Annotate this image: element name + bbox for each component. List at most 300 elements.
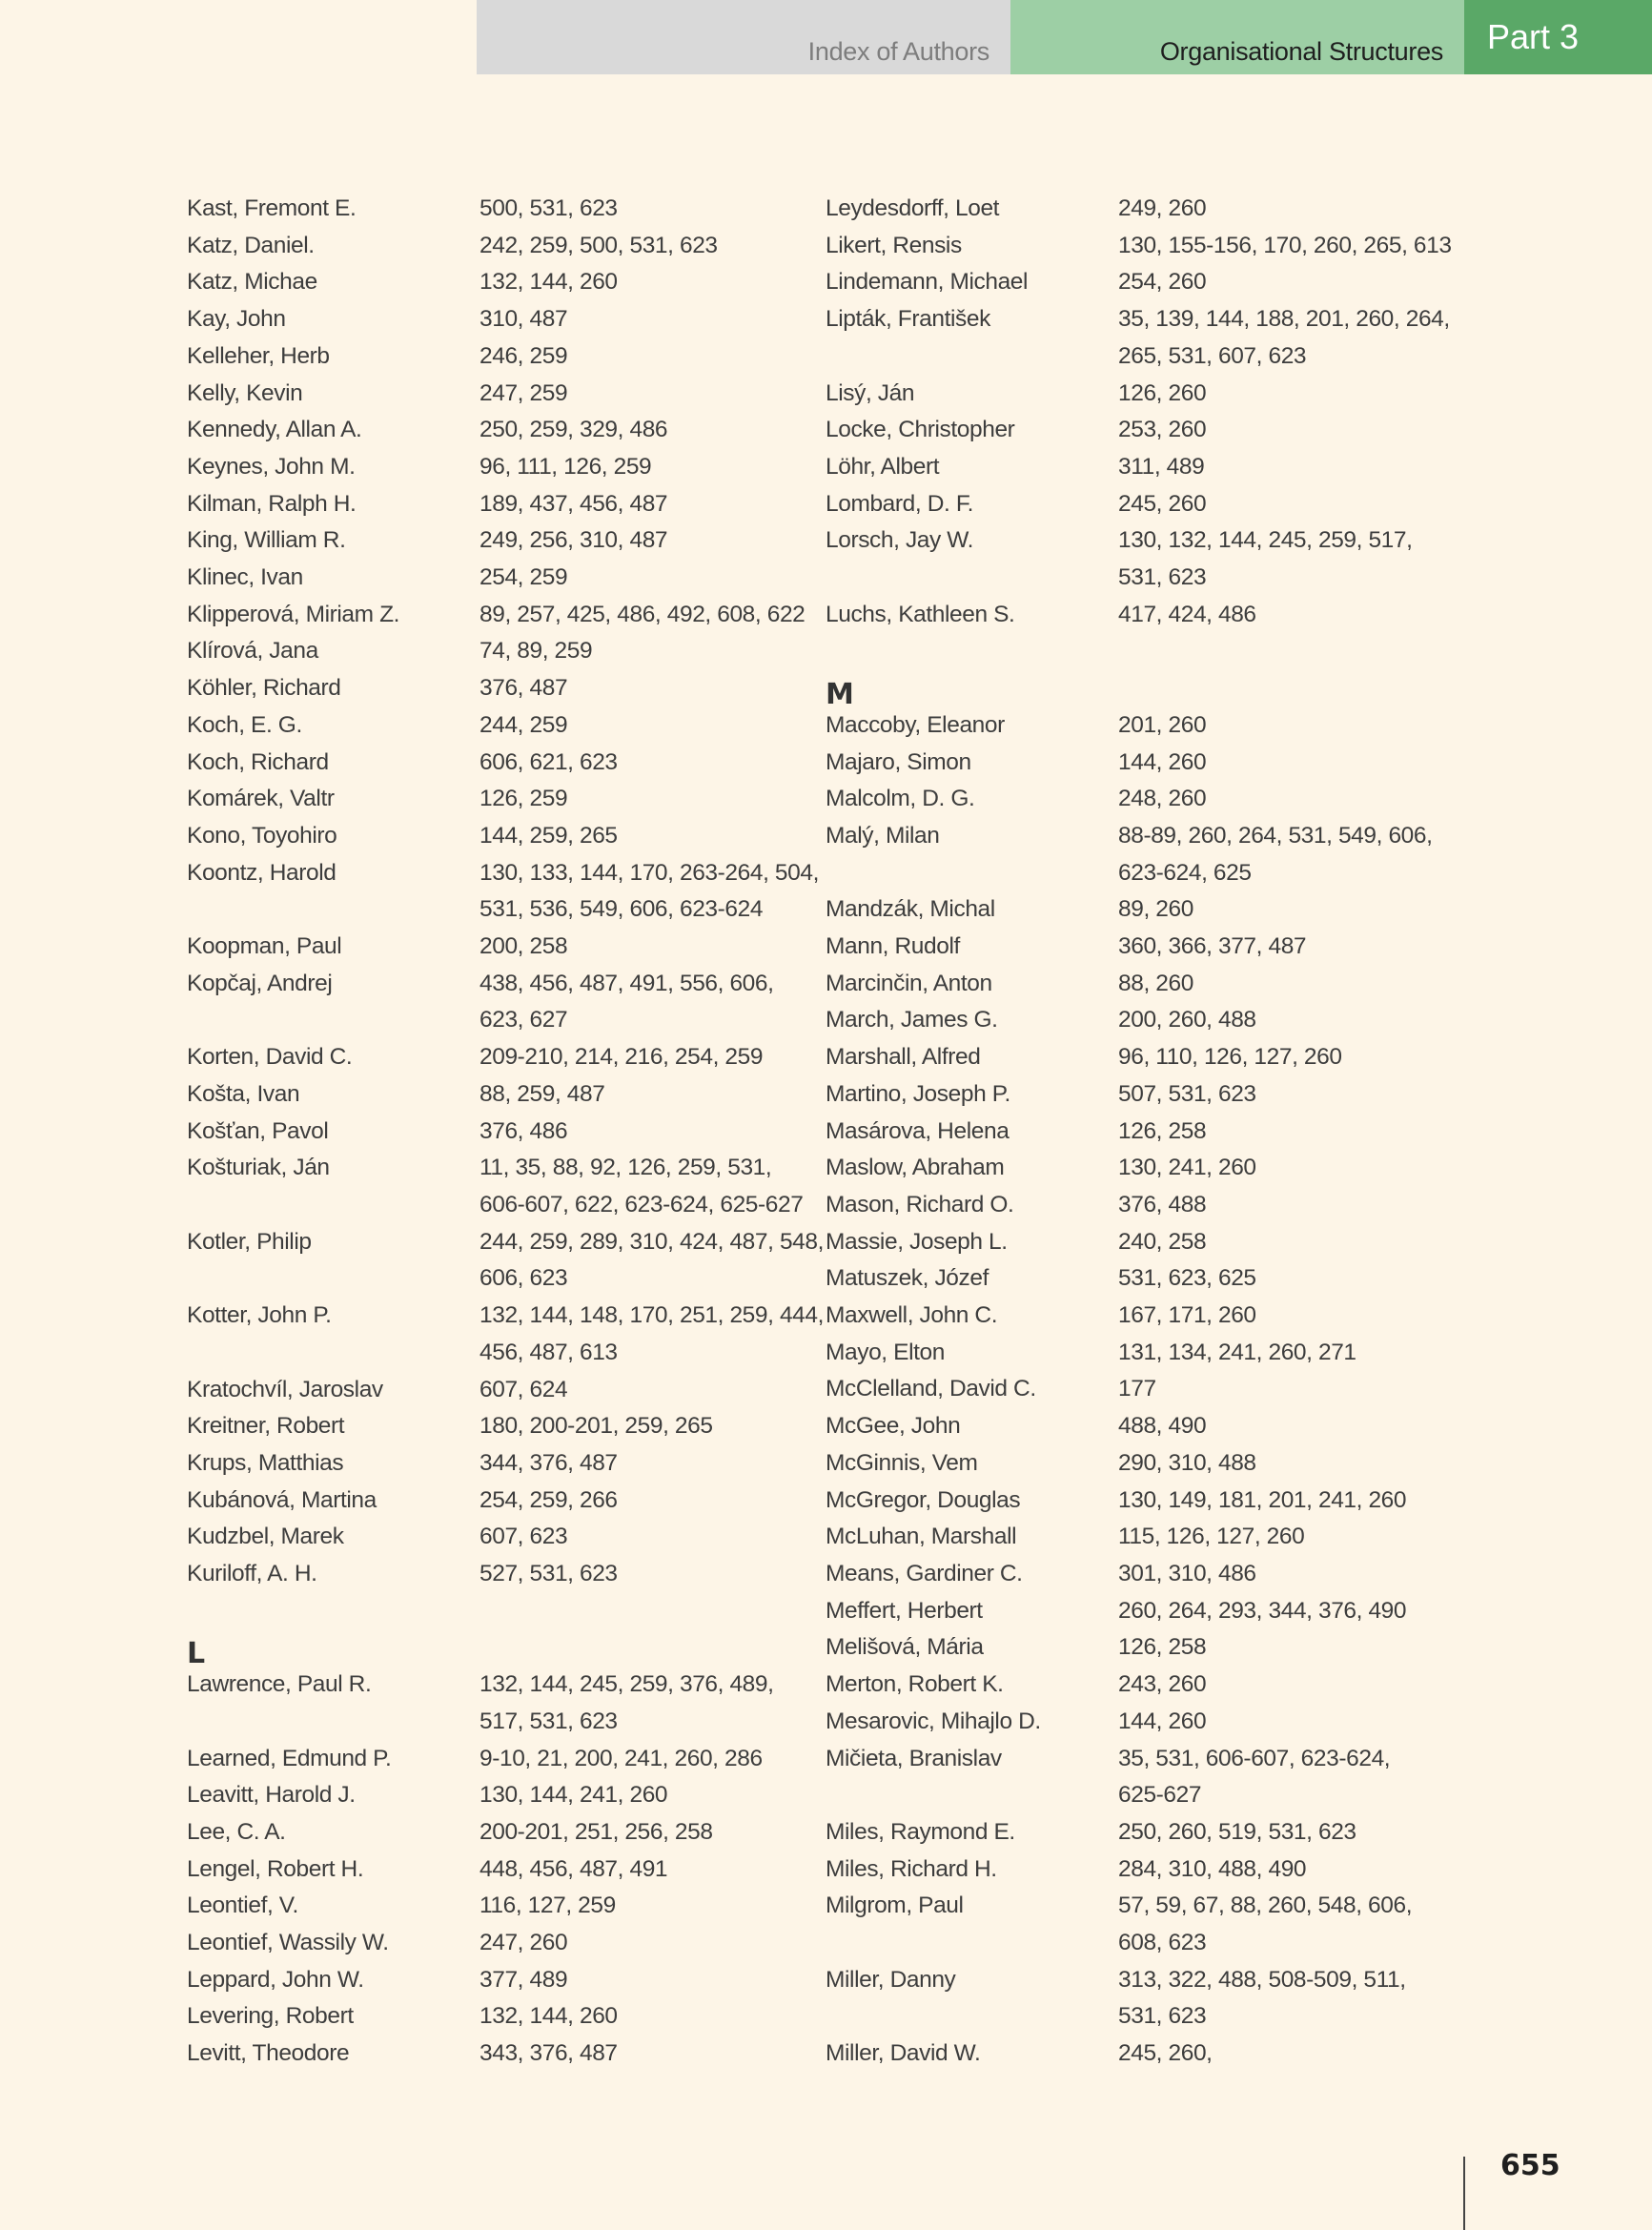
index-entry [826,1519,1474,1556]
page-references: 254, 259, 266 [479,1486,618,1513]
page-references: 260, 264, 293, 344, 376, 490 [1118,1597,1407,1624]
index-entry [826,745,1474,782]
author-name: Löhr, Albert [826,453,940,480]
index-column-left [187,191,835,2073]
index-entry [187,1925,835,1962]
author-name: Kono, Toyohiro [187,822,337,849]
page-references: 507, 531, 623 [1118,1080,1256,1107]
page-references: 126, 258 [1118,1117,1207,1144]
page-references: 376, 488 [1118,1191,1207,1217]
index-entry [826,1483,1474,1520]
index-entry [826,1039,1474,1076]
author-name: Kotler, Philip [187,1228,312,1255]
index-entry [187,301,835,338]
index-entry [187,1519,835,1556]
author-name: Keynes, John M. [187,453,356,480]
index-entry [826,891,1474,929]
footer-divider [1463,2157,1465,2230]
index-entry [826,1114,1474,1151]
page-references: 623-624, 625 [1118,859,1252,886]
author-name: Koontz, Harold [187,859,337,886]
index-entry [826,1814,1474,1852]
page-references: 488, 490 [1118,1413,1207,1440]
author-name: Miller, David W. [826,2040,981,2067]
page-references: 417, 424, 486 [1118,601,1256,627]
page-references: 11, 35, 88, 92, 126, 259, 531, [479,1155,772,1181]
page-number: 655 [1500,2149,1560,2182]
author-name: Maxwell, John C. [826,1302,998,1329]
index-entry-continuation [826,855,1474,892]
index-entry [826,1371,1474,1408]
author-name: Miles, Richard H. [826,1855,997,1882]
page-references: 607, 623 [479,1524,568,1550]
page-references: 254, 259 [479,564,568,591]
page-references: 130, 149, 181, 201, 241, 260 [1118,1486,1407,1513]
author-name: Marshall, Alfred [826,1044,981,1071]
index-entry [187,1408,835,1445]
index-entry [826,966,1474,1003]
index-column-right [826,191,1474,2073]
page-references: 126, 258 [1118,1634,1207,1661]
page-references: 253, 260 [1118,417,1207,443]
author-name: Lawrence, Paul R. [187,1671,372,1698]
index-entry [187,1998,835,2036]
page-references: 623, 627 [479,1007,568,1033]
index-entry-continuation [187,1002,835,1039]
index-entry [826,1335,1474,1372]
page-references: 244, 259 [479,711,568,738]
index-entry-continuation [826,560,1474,597]
author-name: Košta, Ivan [187,1080,300,1107]
author-name: Köhler, Richard [187,675,341,702]
index-entry [187,264,835,301]
index-entry-continuation [826,338,1474,376]
author-name-blank [187,1704,479,1741]
author-name-blank [187,1335,479,1372]
author-name: Mann, Rudolf [826,933,960,960]
page-references: 608, 623 [1118,1930,1207,1956]
index-entry [826,1076,1474,1114]
author-name: Marcinčin, Anton [826,970,992,996]
index-entry [187,1777,835,1814]
page-references: 126, 260 [1118,379,1207,406]
author-name: Klírová, Jana [187,638,318,665]
page-references: 360, 366, 377, 487 [1118,933,1307,960]
index-entry [826,1888,1474,1925]
index-entry [187,818,835,855]
page-references: 200, 260, 488 [1118,1007,1256,1033]
index-entry [187,1224,835,1261]
page-references: 247, 260 [479,1930,568,1956]
index-entry [826,1002,1474,1039]
page-references: 531, 623 [1118,2003,1207,2030]
index-entry [826,486,1474,523]
page-references: 189, 437, 456, 487 [479,490,668,517]
author-name: Leontief, V. [187,1892,298,1919]
index-entry-continuation [187,891,835,929]
author-name: Komárek, Valtr [187,786,335,812]
author-name: Kopčaj, Andrej [187,970,333,996]
author-name: Lipták, František [826,306,990,333]
author-name: Luchs, Kathleen S. [826,601,1015,627]
page-references: 130, 241, 260 [1118,1155,1256,1181]
index-entry [826,264,1474,301]
author-name: Korten, David C. [187,1044,353,1071]
author-name: Kotter, John P. [187,1302,332,1329]
page-references: 456, 487, 613 [479,1339,618,1365]
author-name: Lengel, Robert H. [187,1855,364,1882]
author-name: Locke, Christopher [826,417,1015,443]
author-name: Lindemann, Michael [826,269,1029,296]
index-entry [187,1852,835,1889]
author-name: Mesarovic, Mihajlo D. [826,1708,1041,1734]
page-references: 245, 260, [1118,2040,1213,2067]
page-references: 517, 531, 623 [479,1708,618,1734]
author-name: Kratochvíl, Jaroslav [187,1376,383,1402]
author-name: Katz, Michae [187,269,317,296]
index-entry [187,1372,835,1409]
page-references: 132, 144, 148, 170, 251, 259, 444, [479,1302,825,1329]
author-name: McGinnis, Vem [826,1449,978,1476]
index-entry [187,338,835,376]
page-references: 88, 260 [1118,970,1193,996]
index-entry [826,1704,1474,1741]
index-entry [826,1556,1474,1593]
author-name: Miller, Danny [826,1966,956,1993]
page-references: 88, 259, 487 [479,1080,605,1107]
page-references: 115, 126, 127, 260 [1118,1524,1305,1550]
author-name: McGee, John [826,1413,961,1440]
page-references: 177 [1118,1376,1156,1402]
author-name: Leavitt, Harold J. [187,1782,356,1809]
index-entry [826,2036,1474,2073]
index-entry [187,1445,835,1483]
author-name-blank [187,1002,479,1039]
page-references: 344, 376, 487 [479,1449,618,1476]
author-name-blank [187,891,479,929]
page-references: 74, 89, 259 [479,638,593,665]
page-references: 247, 259 [479,379,568,406]
section-tab [477,0,1010,74]
author-name-blank [826,560,1118,597]
part-tab [1464,0,1652,74]
index-entry-continuation [187,1260,835,1298]
author-name: Koch, Richard [187,748,329,775]
page-references: 132, 144, 260 [479,2003,618,2030]
author-name: Malcolm, D. G. [826,786,975,812]
page-references: 209-210, 214, 216, 254, 259 [479,1044,764,1071]
page-references: 167, 171, 260 [1118,1302,1256,1329]
index-entry [826,818,1474,855]
index-entry-continuation [826,1777,1474,1814]
page-references: 625-627 [1118,1782,1202,1809]
page-references: 201, 260 [1118,711,1207,738]
author-name: Kubánová, Martina [187,1486,377,1513]
page-references: 244, 259, 289, 310, 424, 487, 548, [479,1228,825,1255]
author-name-blank [826,338,1118,376]
author-name: Maslow, Abraham [826,1155,1005,1181]
page-references: 130, 144, 241, 260 [479,1782,668,1809]
author-name: Kudzbel, Marek [187,1524,344,1550]
author-name: Kast, Fremont E. [187,195,357,221]
author-name: Martino, Joseph P. [826,1080,1010,1107]
index-entry [187,670,835,707]
author-name: Kuriloff, A. H. [187,1561,317,1587]
author-name: Massie, Joseph L. [826,1228,1008,1255]
page-references: 240, 258 [1118,1228,1207,1255]
page-references: 607, 624 [479,1376,568,1402]
author-name: Milgrom, Paul [826,1892,964,1919]
page-references: 606, 621, 623 [479,748,618,775]
author-name: Kilman, Ralph H. [187,490,357,517]
author-name: Mičieta, Branislav [826,1745,1002,1771]
index-entry [826,929,1474,966]
index-entry [826,376,1474,413]
author-name: King, William R. [187,527,346,554]
page-references: 35, 531, 606-607, 623-624, [1118,1745,1391,1771]
index-entry [187,745,835,782]
index-entry [187,707,835,745]
author-name: Košturiak, Ján [187,1155,330,1181]
page-references: 249, 256, 310, 487 [479,527,668,554]
author-name: Lorsch, Jay W. [826,527,974,554]
index-entry [187,191,835,228]
page-references: 132, 144, 260 [479,269,618,296]
author-name: McGregor, Douglas [826,1486,1021,1513]
index-entry [826,522,1474,560]
page-references: 96, 111, 126, 259 [479,453,652,480]
page-references: 130, 132, 144, 245, 259, 517, [1118,527,1413,554]
index-entry [187,1962,835,1999]
author-name: Melišová, Mária [826,1634,984,1661]
index-entry [826,781,1474,818]
index-entry [187,449,835,486]
page-references: 200-201, 251, 256, 258 [479,1818,713,1845]
page-references: 180, 200-201, 259, 265 [479,1413,713,1440]
author-name: McClelland, David C. [826,1376,1036,1402]
index-entry [187,1114,835,1151]
author-name: Levitt, Theodore [187,2040,350,2067]
index-entry [187,1741,835,1778]
author-name: Koch, E. G. [187,711,302,738]
author-name: Levering, Robert [187,2003,354,2030]
author-name: Majaro, Simon [826,748,971,775]
letter-heading: M [826,678,854,712]
page-references: 254, 260 [1118,269,1207,296]
index-entry [826,1150,1474,1187]
author-name: Kelly, Kevin [187,379,303,406]
index-entry [187,1556,835,1593]
index-entry [187,522,835,560]
page-references: 144, 260 [1118,748,1207,775]
page-references: 130, 155-156, 170, 260, 265, 613 [1118,232,1452,258]
index-entry [187,1298,835,1335]
index-entry [187,228,835,265]
page-references: 311, 489 [1118,453,1205,480]
index-entry [187,486,835,523]
index-entry [187,929,835,966]
part-label: Part 3 [1487,17,1580,56]
author-name: Mason, Richard O. [826,1191,1014,1217]
page-references: 144, 260 [1118,1708,1207,1734]
index-entry [826,707,1474,745]
page-references: 376, 487 [479,675,568,702]
author-name: Means, Gardiner C. [826,1560,1023,1586]
index-entry [187,376,835,413]
page-references: 89, 257, 425, 486, 492, 608, 622 [479,601,806,627]
author-name: McLuhan, Marshall [826,1524,1017,1550]
author-name: Kennedy, Allan A. [187,417,362,443]
author-name-blank [187,1260,479,1298]
page-references: 131, 134, 241, 260, 271 [1118,1339,1356,1365]
author-name: Lisý, Ján [826,379,915,406]
author-name: Lombard, D. F. [826,490,974,517]
page-references: 242, 259, 500, 531, 623 [479,232,718,258]
author-name: Kelleher, Herb [187,342,330,369]
author-name: Leydesdorff, Loet [826,195,1000,221]
page-references: 250, 260, 519, 531, 623 [1118,1818,1356,1845]
page-references: 301, 310, 486 [1118,1560,1256,1586]
index-entry [826,191,1474,228]
letter-heading: L [187,1637,206,1671]
page-references: 376, 486 [479,1117,568,1144]
author-name: March, James G. [826,1007,998,1033]
index-entry [826,1962,1474,1999]
index-entry [187,2036,835,2073]
page-references: 377, 489 [479,1966,568,1993]
page-references: 245, 260 [1118,490,1207,517]
page-references: 531, 536, 549, 606, 623-624 [479,896,764,923]
page-references: 116, 127, 259 [479,1892,616,1919]
index-entry [826,1298,1474,1335]
page-references: 310, 487 [479,306,568,333]
page-references: 290, 310, 488 [1118,1449,1256,1476]
index-entry [826,1741,1474,1778]
author-name: Kay, John [187,306,286,333]
author-name-blank [187,1187,479,1224]
author-name: Lee, C. A. [187,1818,286,1845]
author-name-blank [826,1925,1118,1962]
author-name: Meffert, Herbert [826,1597,983,1624]
index-entry [826,597,1474,634]
index-entry [826,1667,1474,1704]
index-entry [826,1260,1474,1298]
page-references: 500, 531, 623 [479,195,618,221]
author-name: Krups, Matthias [187,1449,344,1476]
index-entry-continuation [826,1925,1474,1962]
index-entry [187,781,835,818]
index-entry [187,412,835,449]
author-name-blank [826,1998,1118,2036]
page-references: 130, 133, 144, 170, 263-264, 504, [479,859,819,886]
author-name-blank [826,855,1118,892]
page-references: 243, 260 [1118,1671,1207,1698]
author-name: Mandzák, Michal [826,896,995,923]
index-entry [187,560,835,597]
index-entry [826,1852,1474,1889]
author-name: Košťan, Pavol [187,1117,329,1144]
author-name: Leontief, Wassily W. [187,1930,389,1956]
author-name: Mayo, Elton [826,1339,945,1365]
index-entry [826,1593,1474,1630]
author-name: Masárova, Helena [826,1117,1010,1144]
author-name: Katz, Daniel. [187,232,315,258]
author-name: Miles, Raymond E. [826,1818,1015,1845]
index-entry [826,1224,1474,1261]
index-entry [187,1888,835,1925]
index-entry [187,1150,835,1187]
author-name: Learned, Edmund P. [187,1745,392,1771]
page-references: 250, 259, 329, 486 [479,417,668,443]
author-name: Klipperová, Miriam Z. [187,601,400,627]
author-name: Klinec, Ivan [187,564,303,591]
page-references: 606, 623 [479,1265,568,1292]
page-references: 35, 139, 144, 188, 201, 260, 264, [1118,306,1450,333]
index-entry [187,1076,835,1114]
page-references: 527, 531, 623 [479,1561,618,1587]
page-references: 448, 456, 487, 491 [479,1855,668,1882]
index-entry [826,412,1474,449]
index-entry [187,966,835,1003]
page-references: 246, 259 [479,342,568,369]
page-references: 284, 310, 488, 490 [1118,1855,1307,1882]
page-references: 144, 259, 265 [479,822,618,849]
index-entry [826,1187,1474,1224]
index-entry [187,633,835,670]
page-references: 265, 531, 607, 623 [1118,342,1307,369]
index-entry [187,1814,835,1852]
page-references: 200, 258 [479,933,568,960]
index-entry-continuation [187,1704,835,1741]
author-name: Malý, Milan [826,822,940,849]
index-entry [187,1667,835,1704]
page-header [0,0,1652,74]
page-references: 88-89, 260, 264, 531, 549, 606, [1118,822,1433,849]
page-references: 343, 376, 487 [479,2040,618,2067]
index-entry-continuation [187,1335,835,1372]
index-entry [826,228,1474,265]
page-references: 531, 623 [1118,564,1207,591]
index-entry-continuation [826,1998,1474,2036]
author-name: Likert, Rensis [826,232,962,258]
page-references: 606-607, 622, 623-624, 625-627 [479,1191,804,1217]
page-references: 249, 260 [1118,195,1207,221]
index-entry [826,301,1474,338]
index-entry [826,1629,1474,1667]
page-references: 531, 623, 625 [1118,1265,1256,1292]
page-references: 9-10, 21, 200, 241, 260, 286 [479,1745,763,1771]
author-name: Maccoby, Eleanor [826,711,1005,738]
author-name: Merton, Robert K. [826,1671,1004,1698]
page-references: 96, 110, 126, 127, 260 [1118,1044,1342,1071]
index-entry [826,1445,1474,1483]
index-entry [187,1039,835,1076]
page-references: 126, 259 [479,786,568,812]
index-entry [187,597,835,634]
page-references: 438, 456, 487, 491, 556, 606, [479,970,774,996]
page-references: 132, 144, 245, 259, 376, 489, [479,1671,774,1698]
page-references: 57, 59, 67, 88, 260, 548, 606, [1118,1892,1413,1919]
index-entry [187,1483,835,1520]
author-name: Koopman, Paul [187,933,342,960]
author-name: Matuszek, Józef [826,1265,989,1292]
author-name: Leppard, John W. [187,1966,364,1993]
page-references: 89, 260 [1118,896,1193,923]
index-entry-continuation [187,1187,835,1224]
index-entry [826,1408,1474,1445]
author-name: Kreitner, Robert [187,1413,345,1440]
author-name-blank [826,1777,1118,1814]
